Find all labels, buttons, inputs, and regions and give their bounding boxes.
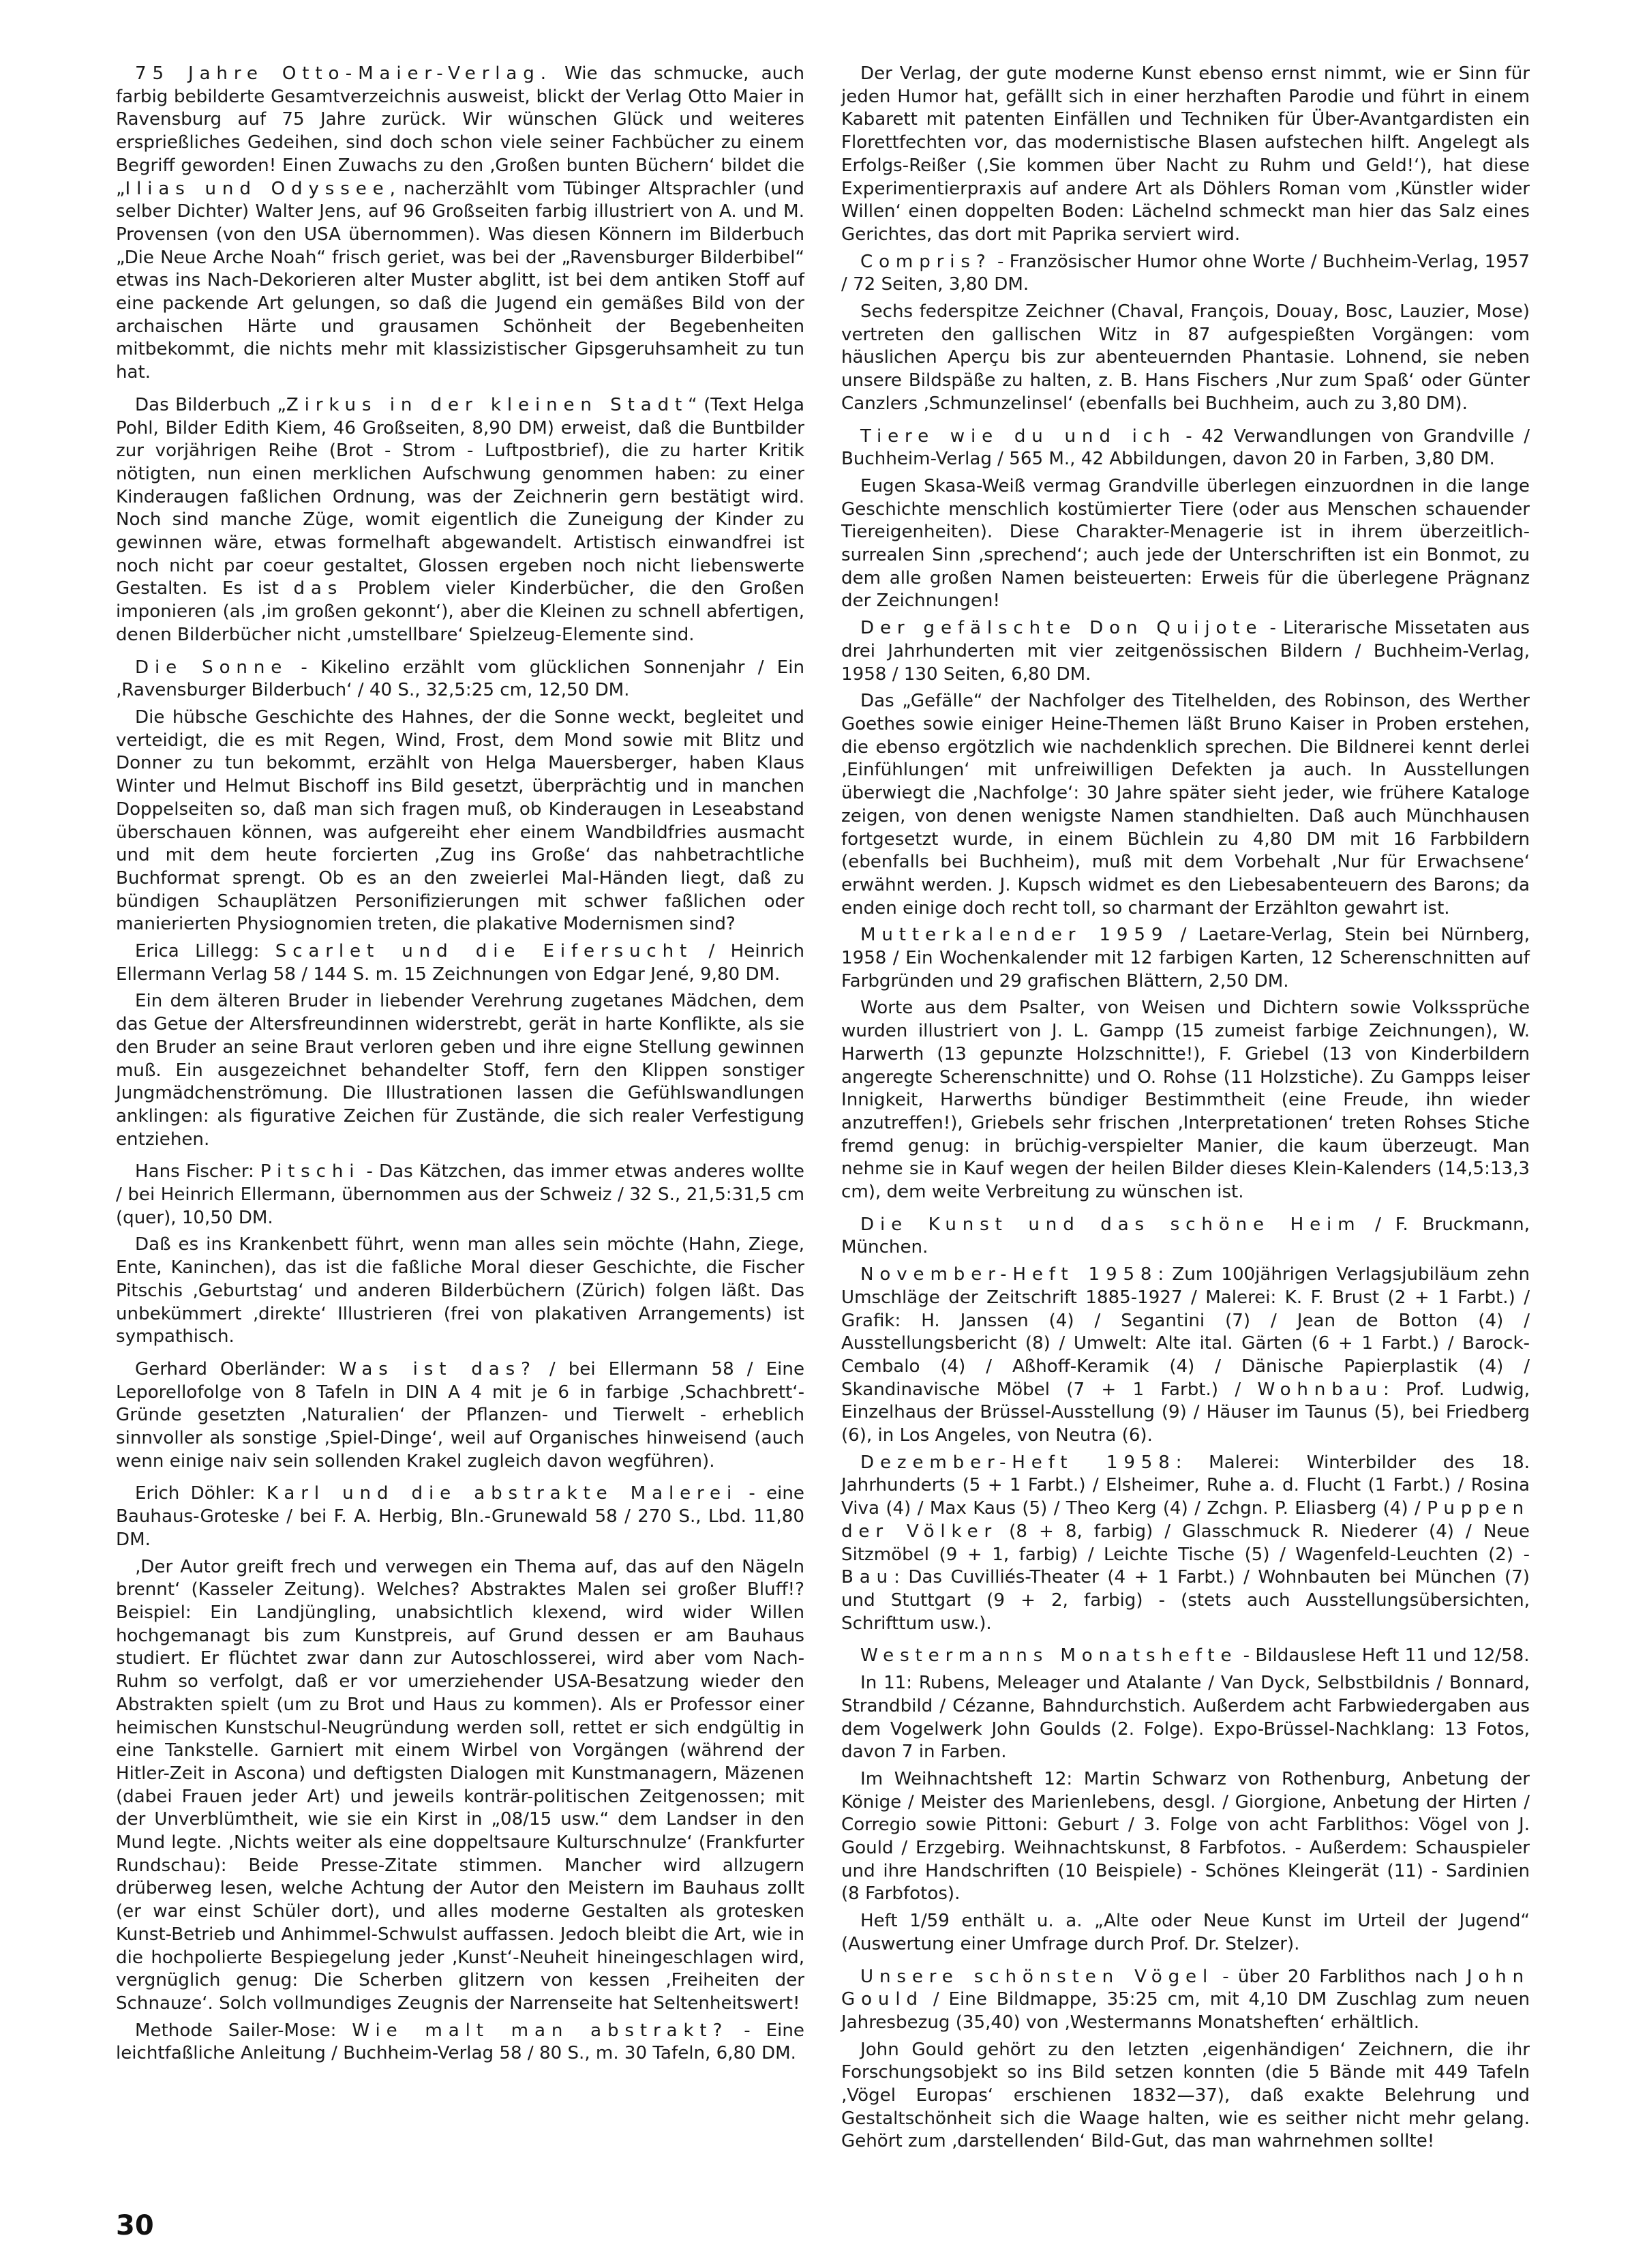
book-title: Scarlet und die Eifersucht — [275, 941, 693, 962]
entry-wie-malt-man: Methode Sailer-Mose: Wie malt man abstrakt? - Eine leichtfaßliche Anleitung / Buchheim-Verlag 58 / 80 S., m. 30 Tafeln, 6,80 DM. — [116, 2020, 804, 2064]
book-title: Zirkus in der kleinen Stadt — [286, 394, 689, 415]
book-title: Tiere wie du und ich — [860, 426, 1177, 447]
entry-schoenste-voegel: Unsere schönsten Vögel - über 20 Farblithos nach John Gould / Eine Bildmappe, 35:25 cm, mit 4,10 DM Zuschlag zum neuen Jahresbezug (35,40) von ‚Westermanns Monatsheften‘ erhältlich. — [841, 1966, 1530, 2033]
review-pitschi: Daß es ins Krankenbett führt, wenn man alles sein möchte (Hahn, Ziege, Ente, Kaninchen), das ist die faßliche Moral dieser Geschichte, die Fischer Pitschis ‚Geburtstag‘ und anderen Bilderbüchern (Zürich) folgen läßt. Das unbekümmert ‚direkte‘ Illustrieren (frei von plakativen Arrangements) ist sympathisch. — [116, 1234, 804, 1347]
review-don-quijote: Das „Gefälle“ der Nachfolger des Titelhelden, des Robinson, des Werther Goethes sowie einiger Heine-Themen läßt Bruno Kaiser in Proben erstehen, die ebenso ergötzlich wie nachdenklich sprechen. Die Bildnerei kennt derlei ‚Einfühlungen‘ mit unfreiwilligen Defekten ja auch. In Ausstellungen überwiegt die ‚Nachfolge‘: 30 Jahre später sieht jeder, wie frühere Kataloge zeigen, von denen wenigste Namen standhielten. Daß auch Münchhausen fortgesetzt wurde, in einem Büchlein zu 4,80 DM mit 16 Farbbildern (ebenfalls bei Buchheim), muß mit dem Vorbehalt ‚Nur für Erwachsene‘ erwähnt werden. J. Kupsch widmet es den Liebesabenteuern des Barons; da enden einige doch recht toll, so charmant der Erzählton gewahrt ist. — [841, 691, 1530, 919]
entry-karl: Erich Döhler: Karl und die abstrakte Malerei - eine Bauhaus-Groteske / bei F. A. Herbig, Bln.-Grunewald 58 / 270 S., Lbd. 11,80 DM. — [116, 1483, 804, 1550]
book-title: Pitschi — [260, 1161, 361, 1182]
book-title: Unsere schönsten Vögel — [860, 1966, 1214, 1987]
book-title: Wie malt man abstrakt? — [352, 2020, 729, 2041]
book-title: Der gefälschte Don Quijote — [860, 618, 1263, 639]
westermanns-heft-1-59: Heft 1/59 enthält u. a. „Alte oder Neue Kunst im Urteil der Jugend“ (Auswertung einer Umfrage durch Prof. Dr. Stelzer). — [841, 1911, 1530, 1954]
review-schoenste-voegel: John Gould gehört zu den letzten ‚eigenhändigen‘ Zeichnern, die ihr Forschungsobjekt so ins Bild setzen konnten (die 5 Bände mit 449 Tafeln ‚Vögel Europas‘ erschienen 1832—37), daß exakte Belehrung und Gestaltschönheit sich die Waage halten, wie es seither nicht mehr gelang. Gehört zum ‚darstellenden‘ Bild-Gut, das man wahrnehmen sollte! — [841, 2039, 1530, 2152]
review-wie-malt-man: Der Verlag, der gute moderne Kunst ebenso ernst nimmt, wie er Sinn für jeden Humor hat, gefällt sich in einer herzhaften Parodie und führt in einem Kabarett mit patenten Einfällen und Techniken für Über-Avantgardisten ein Florettfechten vor, das modernistische Blasen aufstechen hilft. Angelegt als Erfolgs-Reißer (‚Sie kommen über Nacht zu Ruhm und Geld!‘), hat diese Experimentierpraxis auf andere Art als Döhlers Roman vom ‚Künstler wider Willen‘ einen doppelten Boden: Lächelnd schmeckt man hier das Salz eines Gerichtes, das dort mit Paprika serviert wird. — [841, 63, 1530, 245]
review-karl: ‚Der Autor greift frech und verwegen ein Thema auf, das auf den Nägeln brennt‘ (Kasseler Zeitung). Welches? Abstraktes Malen sei großer Bluff!? Beispiel: Ein Landjüngling, unabsichtlich klexend, wird wider Willen hochgemanagt bis zum Kunstpreis, auf Grund dessen er am Bauhaus studiert. Er flüchtet zwar dann zur Autoschlosserei, wird aber vom Nach-Ruhm so verfolgt, daß er vor umerziehender USA-Besatzung wieder den Abstrakten spielt (um zu Brot und Haus zu kommen). Als er Professor einer heimischen Kunstschul-Neugründung werden soll, rettet er sich endgültig in eine Tankstelle. Garniert mit einem Wirbel von Vorgängen (während der Hitler-Zeit in Ascona) und deftigsten Dialogen mit Kunstmanagern, Mäzenen (dabei Frauen jeder Art) und jeweils konträr-politischen Zeitgenossen; mit der Unverblümtheit, wie sie ein Kirst in „08/15 usw.“ dem Landser in den Mund legte. ‚Nichts weiter als eine doppeltsaure Kulturschnulze‘ (Frankfurter Rundschau): Beide Presse-Zitate stimmen. Mancher wird allzugern drüberweg lesen, welche Achtung der Autor den Meistern im Bauhaus zollt (er war einst Schüler dort), und alles moderne Gestalten als grotesken Kunst-Betrieb und Anhimmel-Schwulst auffassen. Jedoch bleibt die Art, wie in die hochpolierte Bespiegelung jeder ‚Kunst‘-Neuheit hineingeschlagen wird, vergnüglich genug: Die Scherben glitzern von kessen ‚Freiheiten der Schnauze‘. Solch vollmundiges Zeugnis der Narrenseite hat Seltenheitswert! — [116, 1556, 804, 2014]
entry-was-ist-das: Gerhard Oberländer: Was ist das? / bei Ellermann 58 / Eine Leporellofolge von 8 Tafeln in DIN A 4 mit je 6 in farbige ‚Schachbrett‘-Gründe gesetzten ‚Naturalien‘ der Pflanzen- und Tierwelt - erheblich sinnvoller als sonstige ‚Spiel-Dinge‘, weil auf Organisches hinweisend (auch wenn einige naiv sein sollenden Krakel zugleich davon wegführen). — [116, 1358, 804, 1472]
book-title: Karl und die abstrakte Malerei — [266, 1483, 738, 1504]
westermanns-weihnachtsheft: Im Weihnachtsheft 12: Martin Schwarz von Rothenburg, Anbetung der Könige / Meister des Marienlebens, desgl. / Giorgione, Anbetung der Hirten / Corregio sowie Pittoni: Geburt / 3. Folge von acht Farblithos: Vögel von J. Gould / Erzgebirg. Weihnachtskunst, 8 Farbfotos. - Außerdem: Schauspieler und ihre Handschriften (10 Beispiele) - Schönes Kleingerät (11) - Sardinien (8 Farbfotos). — [841, 1768, 1530, 1905]
book-title: Compris? — [860, 251, 992, 272]
entry-don-quijote: Der gefälschte Don Quijote - Literarische Missetaten aus drei Jahrhunderten mit vier zeitgenössischen Bildern / Buchheim-Verlag, 1958 / 130 Seiten, 6,80 DM. — [841, 618, 1530, 685]
magazine-title: Westermanns Monatshefte — [860, 1645, 1238, 1667]
magazine-title: Die Kunst und das schöne Heim — [860, 1214, 1361, 1235]
right-column — [841, 63, 1530, 2158]
entry-tiere: Tiere wie du und ich - 42 Verwandlungen von Grandville / Buchheim-Verlag / 565 M., 42 Abbildungen, davon 20 in Farben, 3,80 DM. — [841, 426, 1530, 470]
entry-pitschi: Hans Fischer: Pitschi - Das Kätzchen, das immer etwas anderes wollte / bei Heinrich Ellermann, übernommen aus der Schweiz / 32 S., 21,5:31,5 cm (quer), 10,50 DM. — [116, 1161, 804, 1228]
entry-westermanns: Westermanns Monatshefte - Bildauslese Heft 11 und 12/58. — [860, 1645, 1530, 1667]
heading-otto-maier: 75 Jahre Otto-Maier-Verlag. — [135, 63, 552, 84]
review-scarlet: Ein dem älteren Bruder in liebender Verehrung zugetanes Mädchen, dem das Getue der Altersfreundinnen widerstrebt, gerät in harte Konflikte, als sie den Bruder an seine Braut verloren geben und ihre eigne Stellung gewinnen muß. Ein ausgezeichnet behandelter Stoff, fern den Klippen sonstiger Jungmädchenströmung. Die Illustrationen lassen die Gefühlswandlungen anklingen: als figurative Zeichen für Zustände, die sich realer Verfestigung entziehen. — [116, 991, 804, 1150]
book-title: Mutterkalender 1959 — [860, 925, 1169, 946]
review-compris: Sechs federspitze Zeichner (Chaval, François, Douay, Bosc, Lauzier, Mose) vertreten den gallischen Witz in 87 aufgespießten Vorgängen: vom häuslichen Aperçu bis zur abenteuernden Phantasie. Lohnend, sie neben unsere Bildspäße zu halten, z. B. Hans Fischers ‚Nur zum Spaß‘ oder Günter Canzlers ‚Schmunzelinsel‘ (ebenfalls bei Buchheim, auch zu 3,80 DM). — [841, 301, 1530, 414]
left-column — [116, 63, 804, 2070]
dezember-heft: Dezember-Heft 1958: Malerei: Winterbilder des 18. Jahrhunderts (5 + 1 Farbt.) / Elsheimer, Ruhe a. d. Flucht (1 Farbt.) / Rosina Viva (4) / Max Kaus (5) / Theo Kerg (4) / Zchgn. P. Eliasberg (4) / Puppen der Völker (8 + 8, farbig) / Glasschmuck R. Niederer (4) / Neue Sitzmöbel (9 + 1, farbig) / Leichte Tische (5) / Wagenfeld-Leuchten (2) - Bau: Das Cuvilliés-Theater (4 + 1 Farbt.) / Wohnbauten bei München (7) und Stuttgart (9 + 2, farbig) - (stets auch Ausstellungsübersichten, Schrifttum usw.). — [841, 1452, 1530, 1634]
review-zirkus: Das Bilderbuch „Zirkus in der kleinen Stadt“ (Text Helga Pohl, Bilder Edith Kiem, 46 Großseiten, 8,90 DM) erweist, daß die Buntbilder zur vorjährigen Reihe (Brot - Strom - Luftpostbrief), die zu harter Kritik nötigten, nun einen merklichen Aufschwung genommen haben: zu einer Kinderaugen faßlichen Ordnung, was der Zeichnerin gern bestätigt wird. Noch sind manche Züge, womit eigentlich die Zuneigung der Kinder zu gewinnen wäre, etwas formelhaft abgewandelt. Artistisch einwandfrei ist noch nicht par coeur gestaltet, Glossen ergeben noch nicht liebenswerte Gestalten. Es ist das Problem vieler Kinderbücher, die den Großen imponieren (als ‚im großen gekonnt‘), aber die Kleinen zu schnell abfertigen, denen Bilderbücher nicht ‚umstellbare‘ Spielzeug-Elemente sind. — [116, 394, 805, 645]
entry-die-sonne: Die Sonne - Kikelino erzählt vom glücklichen Sonnenjahr / Ein ‚Ravensburger Bilderbuch‘ / 40 S., 32,5:25 cm, 12,50 DM. — [116, 657, 805, 701]
entry-scarlet: Erica Lillegg: Scarlet und die Eifersucht / Heinrich Ellermann Verlag 58 / 144 S. m. 15 Zeichnungen von Edgar Jené, 9,80 DM. — [116, 941, 804, 985]
article-otto-maier: 75 Jahre Otto-Maier-Verlag. Wie das schmucke, auch farbig bebilderte Gesamtverzeichnis ausweist, blickt der Verlag Otto Maier in Ravensburg auf 75 Jahre zurück. Wir wünschen Glück und weiteres ersprießliches Gedeihen, sind doch schon viele seiner Fachbücher zu einem Begriff geworden! Einen Zuwachs zu den ‚Großen bunten Büchern‘ bildet die „Ilias und Odyssee, nacherzählt vom Tübinger Altsprachler (und selber Dichter) Walter Jens, auf 96 Großseiten farbig illustriert von A. und M. Provensen (von den USA übernommen). Was diesen Könnern im Bilderbuch „Die Neue Arche Noah“ frisch geriet, was bei der „Ravensburger Bilderbibel“ etwas ins Nach-Dekorieren alter Muster abglitt, ist bei dem antiken Stoff auf eine packende Art gelungen, so daß die Jugend ein gemäßes Bild von der archaischen Härte und grausamen Schönheit der Begebenheiten mitbekommt, die nichts mehr mit klassizistischer Gipsgeruhsamheit zu tun hat. — [116, 63, 804, 383]
book-title: Die Sonne — [135, 657, 288, 678]
westermanns-heft-11: In 11: Rubens, Meleager und Atalante / Van Dyck, Selbstbildnis / Bonnard, Strandbild / Cézanne, Bahndurchstich. Außerdem acht Farbwiedergaben aus dem Vogelwerk John Goulds (2. Folge). Expo-Brüssel-Nachklang: 13 Fotos, davon 7 in Farben. — [841, 1673, 1530, 1763]
review-tiere: Eugen Skasa-Weiß vermag Grandville überlegen einzuordnen in die lange Geschichte menschlich kostümierter Tiere (oder aus Menschen schauender Tiereigenheiten). Diese Charakter-Menagerie ist in ihrem überzeitlich-surrealen Sinn ‚sprechend‘; auch jede der Unterschriften ist ein Bonmot, zu dem alle großen Namen beisteuerten: Erweis für die überlegene Prägnanz der Zeichnungen! — [841, 475, 1530, 612]
book-title: Was ist das? — [339, 1358, 537, 1379]
review-mutterkalender: Worte aus dem Psalter, von Weisen und Dichtern sowie Volkssprüche wurden illustriert von J. L. Gampp (15 zumeist farbige Zeichnungen), W. Harwerth (13 gepunzte Holzschnitte!), F. Griebel (13 von Kinderbildern angeregte Scherenschnitte) und O. Rohse (11 Holzstiche). Zu Gampps leiser Innigkeit, Harwerths bündiger Bestimmtheit (eine Freude, ihn wieder anzutreffen!), Griebels sehr frischen ‚Interpretationen‘ treten Rohses Stiche fremd genug: in brüchig-verspielter Manier, die kaum überzeugt. Man nehme sie in Kauf wegen der heilen Bilder dieses Klein-Kalenders (14,5:13,3 cm), dem weite Verbreitung zu wünschen ist. — [841, 998, 1530, 1203]
entry-mutterkalender: Mutterkalender 1959 / Laetare-Verlag, Stein bei Nürnberg, 1958 / Ein Wochenkalender mit 12 farbigen Karten, 12 Scherenschnitten auf Farbgründen und 29 grafischen Blättern, 2,50 DM. — [841, 925, 1530, 991]
review-die-sonne: Die hübsche Geschichte des Hahnes, der die Sonne weckt, begleitet und verteidigt, die es mit Regen, Wind, Frost, dem Mond sowie mit Blitz und Donner zu tun bekommt, erzählt von Helga Mauersberger, haben Klaus Winter und Helmut Bischoff ins Bild gesetzt, überprächtig und in manchen Doppelseiten so, daß man sich fragen muß, ob Kinderaugen in Leseabstand überschauen können, was aufgereiht eher einem Wandbildfries ausmacht und mit dem heute forcierten ‚Zug ins Große‘ das nahbetrachtliche Buchformat sprengt. Ob es an den zweierlei Mal-Händen liegt, daß zu bündigen Schauplätzen Personifizierungen mit schwer faßlichen oder manierierten Physiognomien treten, die plakative Modernismen sind? — [116, 706, 804, 935]
entry-compris: Compris? - Französischer Humor ohne Worte / Buchheim-Verlag, 1957 / 72 Seiten, 3,80 DM. — [841, 251, 1530, 295]
page-number: 30 — [116, 2210, 154, 2241]
november-heft: November-Heft 1958: Zum 100jährigen Verlagsjubiläum zehn Umschläge der Zeitschrift 1885-1927 / Malerei: K. F. Brust (2 + 1 Farbt.) / Grafik: H. Janssen (4) / Segantini (7) / Jean de Botton (4) / Ausstellungsbericht (8) / Umwelt: Alte ital. Gärten (6 + 1 Farbt.) / Barock-Cembalo (4) / Aßhoff-Keramik (4) / Dänische Papierplastik (4) / Skandinavische Möbel (7 + 1 Farbt.) / Wohnbau: Prof. Ludwig, Einzelhaus der Brüssel-Ausstellung (9) / Häuser im Taunus (5), bei Friedberg (6), in Los Angeles, von Neutra (6). — [841, 1264, 1530, 1446]
entry-kunst-heim: Die Kunst und das schöne Heim / F. Bruckmann, München. — [841, 1214, 1530, 1258]
